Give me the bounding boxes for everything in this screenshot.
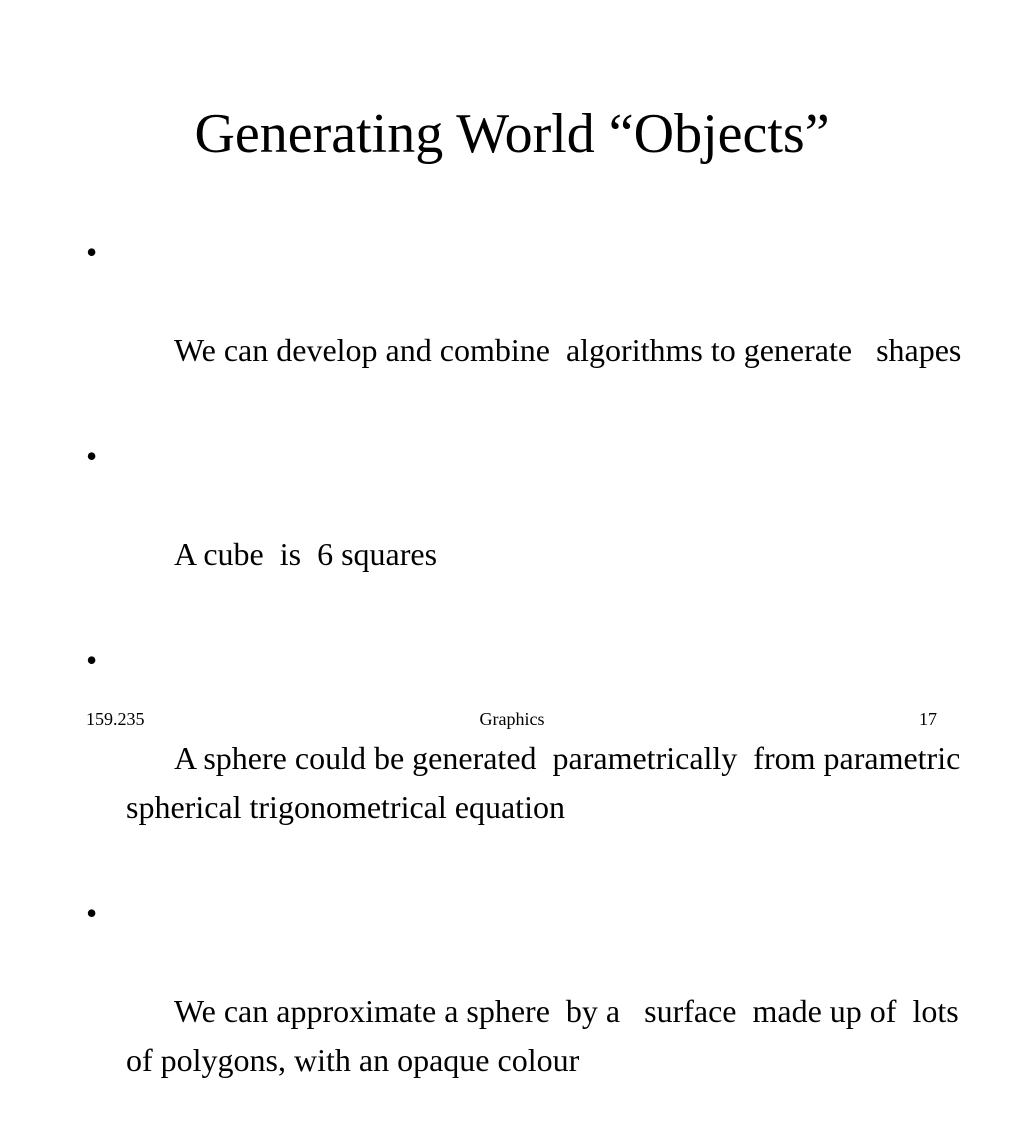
- slide-title: Generating World “Objects”: [194, 103, 830, 165]
- bullet-list: [82, 228, 975, 1142]
- bullet-text-1: We can develop and combine algorithms to generate shapes: [174, 332, 962, 368]
- bullet-icon: •: [86, 642, 98, 678]
- footer-subject: Graphics: [479, 709, 545, 729]
- bullet-text-2: A cube is 6 squares: [174, 536, 438, 572]
- bullet-text-3: A sphere could be generated parametrically from parametric spherical trigonometrical equation: [126, 740, 969, 825]
- bullet-item-4: [82, 889, 975, 1134]
- bullet-text-4: We can approximate a sphere by a surface made up of lots of polygons, with an opaque colour: [126, 993, 975, 1078]
- footer-course-code: 159.235: [86, 709, 145, 729]
- bullet-item-3: [82, 636, 969, 881]
- bullet-item-2: [82, 432, 962, 628]
- bullet-icon: •: [86, 438, 98, 474]
- bullet-icon: •: [86, 895, 98, 931]
- bullet-item-1: [82, 228, 962, 424]
- bullet-icon: •: [86, 234, 98, 270]
- footer-page-number: 17: [919, 709, 937, 729]
